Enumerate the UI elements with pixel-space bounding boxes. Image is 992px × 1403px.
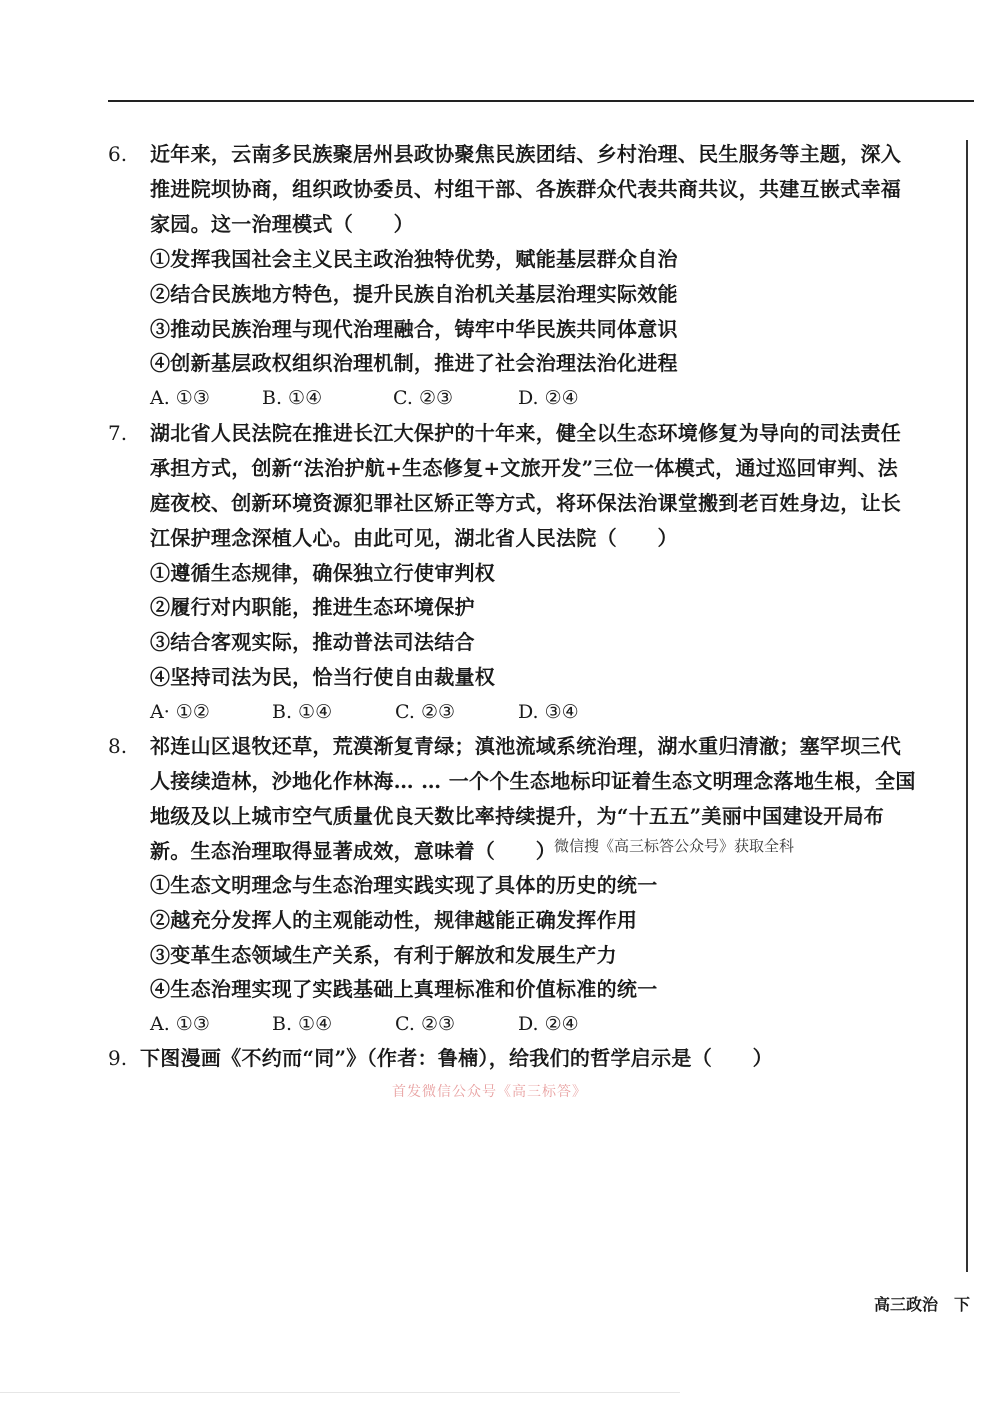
option-d: D. ②④: [518, 387, 579, 409]
option-c: C. ②③: [395, 701, 456, 723]
bottom-faint-rule: [0, 1392, 680, 1393]
question-stem-line: 近年来，云南多民族聚居州县政协聚焦民族团结、乡村治理、民生服务等主题，深入: [150, 142, 902, 166]
statement: ②履行对内职能，推进生态环境保护: [150, 595, 475, 619]
statement: ②结合民族地方特色，提升民族自治机关基层治理实际效能: [150, 282, 678, 306]
question-stem-line: 地级及以上城市空气质量优良天数比率持续提升，为“十五五”美丽中国建设开局布: [150, 804, 885, 828]
question-stem-line: 下图漫画《不约而“同”》（作者：鲁楠），给我们的哲学启示是（ ）: [140, 1046, 773, 1070]
option-a: A· ①②: [150, 701, 210, 723]
question-number: 8.: [108, 734, 128, 758]
question-stem-line: 江保护理念深植人心。由此可见，湖北省人民法院（ ）: [150, 526, 678, 550]
question-stem-line: 湖北省人民法院在推进长江大保护的十年来，健全以生态环境修复为导向的司法责任: [150, 421, 902, 445]
statement: ④生态治理实现了实践基础上真理标准和价值标准的统一: [150, 977, 658, 1001]
question-stem-line: 承担方式，创新“法治护航+生态修复+文旅开发”三位一体模式，通过巡回审判、法: [150, 456, 898, 480]
question-number: 9.: [108, 1046, 128, 1070]
statement: ①发挥我国社会主义民主政治独特优势，赋能基层群众自治: [150, 247, 678, 271]
question-stem-line: 推进院坝协商，组织政协委员、村组干部、各族群众代表共商共议，共建互嵌式幸福: [150, 177, 902, 201]
option-d: D. ③④: [518, 701, 579, 723]
question-stem-line: 人接续造林，沙地化作林海… … 一个个生态地标印证着生态文明理念落地生根，全国: [150, 769, 916, 793]
question-number: 7.: [108, 421, 128, 445]
statement: ③变革生态领域生产关系，有利于解放和发展生产力: [150, 943, 617, 967]
option-c: C. ②③: [393, 387, 454, 409]
statement: ④坚持司法为民，恰当行使自由裁量权: [150, 665, 496, 689]
option-b: B. ①④: [262, 387, 323, 409]
red-watermark-text: 首发微信公众号《高三标答》: [392, 1084, 587, 1100]
statement: ①遵循生态规律，确保独立行使审判权: [150, 561, 496, 585]
inline-watermark-text: 微信搜《高三标答公众号》获取全科: [554, 837, 795, 855]
question-stem-line: 祁连山区退牧还草，荒漠渐复青绿；滇池流域系统治理，湖水重归清澈；塞罕坝三代: [150, 734, 902, 758]
statement: ③推动民族治理与现代治理融合，铸牢中华民族共同体意识: [150, 317, 678, 341]
statement: ①生态文明理念与生态治理实践实现了具体的历史的统一: [150, 873, 658, 897]
option-b: B. ①④: [272, 1013, 333, 1035]
question-stem-line: 新。生态治理取得显著成效，意味着（ ）: [150, 839, 556, 863]
page-footer: 高三政治 下: [873, 1295, 970, 1314]
statement: ③结合客观实际，推动普法司法结合: [150, 630, 475, 654]
option-a: A. ①③: [150, 1013, 210, 1035]
top-rule: [108, 100, 974, 102]
right-margin-rule: [966, 140, 968, 1272]
option-b: B. ①④: [272, 701, 333, 723]
option-d: D. ②④: [518, 1013, 579, 1035]
question-number: 6.: [108, 142, 128, 166]
option-a: A. ①③: [150, 387, 210, 409]
question-stem-line: 家园。这一治理模式（ ）: [150, 212, 414, 236]
option-c: C. ②③: [395, 1013, 456, 1035]
statement: ②越充分发挥人的主观能动性，规律越能正确发挥作用: [150, 908, 638, 932]
statement: ④创新基层政权组织治理机制，推进了社会治理法治化进程: [150, 351, 678, 375]
question-stem-line: 庭夜校、创新环境资源犯罪社区矫正等方式，将环保法治课堂搬到老百姓身边，让长: [150, 491, 902, 515]
